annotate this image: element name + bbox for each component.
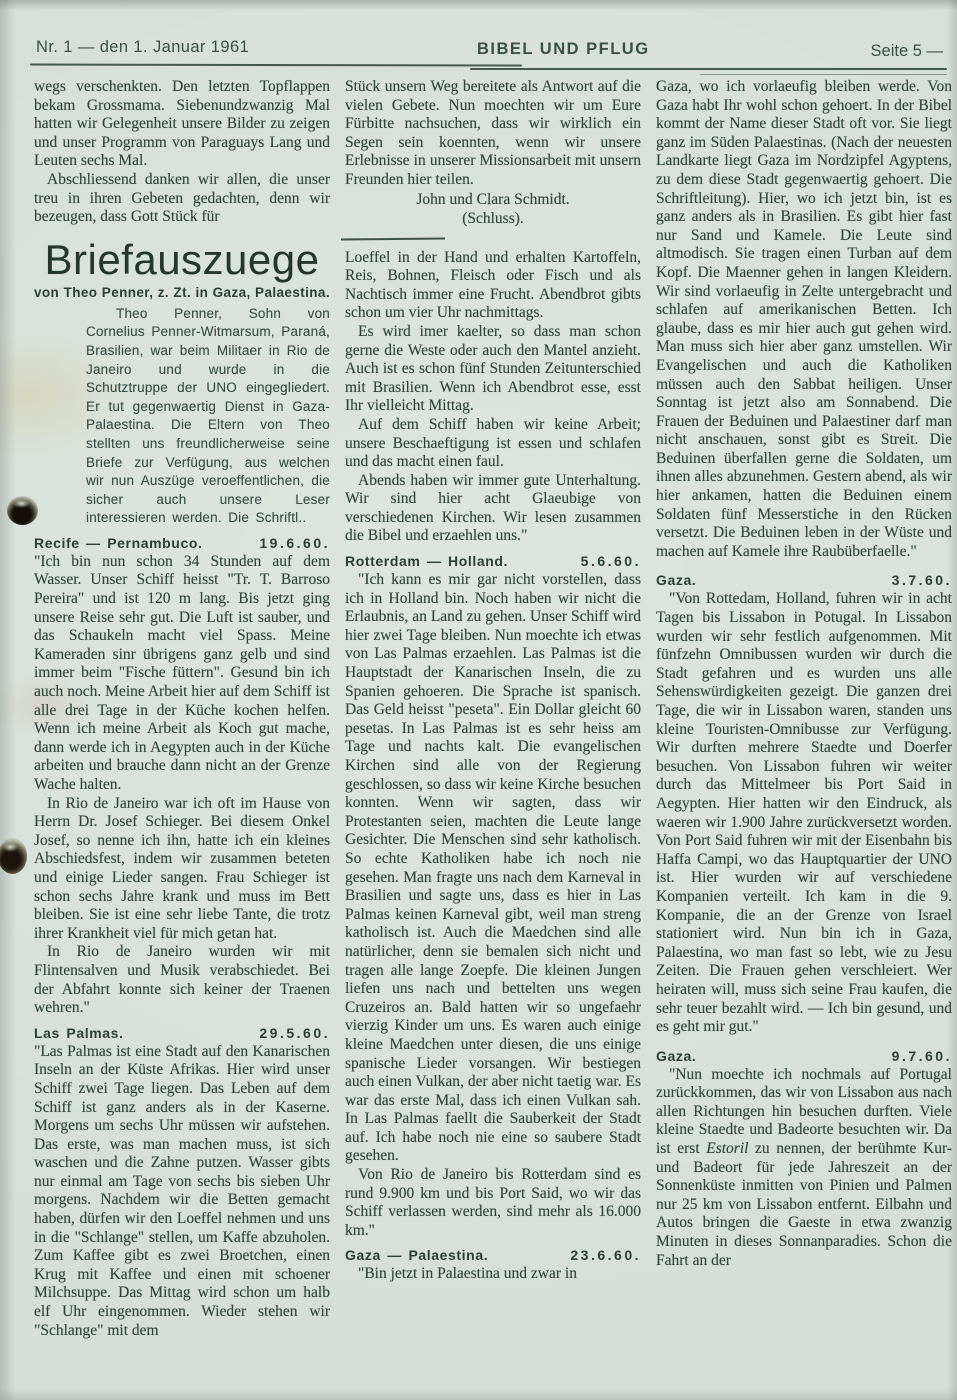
letter-paragraph: "Von Rottedam, Holland, fuhren wir in acht Tagen bis Lissabon in Potugal. In Lissabon wurden wir sehr festlich aufgenommen. Mit fünfzehn Omnibussen wurden wir durch die Stadt gefahren und es wurden uns alle Sehenswürdigkeiten gezeigt. Die ganzen drei Tage, die wir in Lissabon waren, standen uns kleine Touristen-Omnibusse zur Verfügung. Wir durften mehrere Staedte und Doerfer besuchen. Von Lissabon fuhren wir weiter durch das Mittelmeer bis Port Said in Aegypten. Hier hatten wir den Eindruck, als waeren wir 1.900 Jahre zurückversetzt worden. Von Port Said fuhren wir mit der Eisenbahn bis Haffa Campi, wo das Hauptquartier der UNO ist. Hier wurden wir auf verschiedene Kompanien verteilt. Ich kam in die 9. Kompanie, die an der Grenze von Israel stationiert wird. Nun bin ich in Gaza, Palaestina, wo man fast so lebt, wie zu Jesu Zeiten. Die Frauen gehen verschleiert. Wer heiraten will, muss sich seine Frau kaufen, die sehr teuer bezahlt wird. — Ich bin gesund, und es geht mir gut.": [656, 590, 952, 1036]
letter-text-after-emphasis: zu nennen, der berühmte Kur- und Badeort für jede Jahreszeit an der Sonnenküste inmitten von Pinien und Palmen nur 25 km von Lissabon entfernt. Eilbahn und Autos bringen die Gaeste in etwa zwanzig Minuten in dieses Sonnanparadies. Schon die Fahrt an der: [656, 1140, 952, 1269]
letter-paragraph: "Bin jetzt in Palaestina und zwar in: [358, 1265, 577, 1283]
schmidt-story-paragraph: Stück unsern Weg bereitete als Antwort auf die vielen Gebete. Nun moechten wir um Eure Fürbitte nachsuchen, dass wir wirklich ein Segen sein koennten, wenn wir unsere Erlebnisse in unserer Missionsarbeit mit unsern Freunden hier teilen.: [345, 78, 641, 188]
letter-paragraph: [656, 1066, 952, 1271]
article-headline: Briefauszuege: [44, 235, 320, 283]
letter-date: 9.7.60.: [891, 1047, 952, 1064]
schmidt-story-paragraph: wegs verschenkten. Den letzten Topflappen bekam Grossmama. Siebenundzwanzig Mal hatten wir Gelegenheit unsere Bilder zu zeigen und unser Programm von Paraguays Lang und Leuten sechs Mal.: [34, 78, 330, 170]
letter-paragraph: Gaza, wo ich vorlaeufig bleiben werde. Von Gaza habt Ihr wohl schon gehoert. In der Bibel kommt der Name dieser Stadt oft vor. Sie liegt ganz im Süden Palaestinas. (Nach der neuesten Landkarte liegt Gaza im Nordzipfel Agyptens, zu dem diese Stadt gegenwaertig gehoert. Die Schriftleitung). Hier, wo ich jetzt bin, ist es ganz anders als in Brasilien. Es gibt hier fast nur Sand und Kamele. Die Leute sind altmodisch. Sie tragen einen Turban auf dem Kopf. Die Maenner gehen in langen Kleidern. Wir sind vorlaeufig in Zelte untergebracht und schlafen auf amerikanischen Betten. Ich glaube, dass es mir hier auch gut gehen wird. Man muss sich hier aber ganz umstellen. Wir Evangelischen und auch die Katholiken müssen auch den Sabbat heiligen. Unser Sonntag ist jetzt also am Sonnabend. Die Frauen der Beduinen und Palaestiner darf man nicht anschauen, sonst gibt es Streit. Die Beduinen überfallen gerne die Soldaten, um ihnen alles abzunehmen. Gestern abend, als wir hier ankamen, hatten die Beduinen einem Soldaten fünf Messerstiche in den Rücken versetzt. Die Beduinen leben in der Wüste und machen auf Kamele ihre Raubüberfaelle.": [656, 78, 952, 560]
letter-paragraph: "Las Palmas ist eine Stadt auf den Kanarischen Inseln an der Küste Afrikas. Hier wird unser Schiff zwei Tage liegen. Das Leben auf dem Schiff ist ganz anders als in der Kaserne. Morgens um sechs Uhr müssen wir aufstehen. Das erste, was man machen muss, ist sich waschen und die Zahne putzen. Wasser gibts nur einmal am Tage von sechs bis sieben Uhr morgens. Nachdem wir die Betten gemacht haben, dürfen wir den Loeffel nehmen und uns in die "Schlange" stellen, um Kaffe abzuholen. Zum Kaffee gibt es zwei Broetchen, einen Krug mit Kaffee und einen mit schoener Milchsuppe. Das Mittag wird schon um halb elf Uhr eingenommen. Wieder stehen wir "Schlange" mit dem: [34, 1042, 330, 1339]
letter-paragraph: Auf dem Schiff haben wir keine Arbeit; unsere Beschaeftigung ist essen und schlafen und das macht einen faul.: [345, 415, 641, 471]
letter-paragraph: Es wird imer kaelter, so dass man schon gerne die Weste oder auch den Mantel anzieht. Auch ist es schon fünf Stunden Zeitunterschied mit Brasilien. Wenn ich Abendbrot esse, esst Ihr vielleicht Mittag.: [345, 322, 641, 415]
header-rule-left: [30, 63, 522, 66]
letter-place: Las Palmas.: [34, 1024, 124, 1041]
letter-date: 23.6.60.: [570, 1247, 641, 1264]
issue-line: Nr. 1 — den 1. Januar 1961: [36, 38, 250, 56]
letter-paragraph: "Ich kann es mir gar nicht vorstellen, dass ich in Holland bin. Noch haben wir nicht die Erlaubnis, an Land zu gehen. Unser Schiff wird hier zwei Tage bleiben. Nun moechte ich etwas von Las Palmas erzaehlen. Las Palmas ist die Hauptstadt der Kanarischen Inseln, die zu Spanien gehoeren. Die Sprache ist spanisch. Das Geld heisst "peseta". Ein Dollar gleicht 60 pesetas. In Las Palmas ist es sehr heiss am Tage und nachts kalt. Die evangelischen Kirchen sind alle von der Regierung geschlossen, so dass wir keine Kirche besuchen konnten. Wenn wir sagten, dass wir Protestanten seien, machten die Leute lange Gesichter. Die Menschen sind sehr katholisch. So echte Katholiken habe ich noch nie gesehen. Man fragte uns nach dem Karneval in Brasilien und sagte uns, dass es hier in Las Palmas keinen Karneval gibt, weil man streng katholisch ist. Auch die Maedchen sind alle natürlicher, denn sie bemalen sich nicht und tragen alle lange Zoepfe. Die kleinen Jungen liefen uns nach und bettelten uns wegen Cruzeiros an. Bald hatten wir so ungefaehr vierzig Kinder um uns. Es waren auch einige kleine Maedchen unter diesen, die uns einige spanische Lieder vorsangen. Wir bestiegen auch einen Vulkan, der aber nicht taetig war. Es war das erste Mal, dass ich einen Vulkan sah. In Las Palmas faellt die Sauberkeit der Stadt auf. Ich habe noch nie eine so saubere Stadt gesehen.: [345, 571, 641, 1165]
letter-date: 29.5.60.: [259, 1024, 330, 1041]
letter-heading-gaza-palaestina: [345, 1247, 641, 1263]
story-signature: John und Clara Schmidt.: [416, 190, 570, 208]
letter-paragraph: Von Rio de Janeiro bis Rotterdam sind es rund 9.900 km und bis Port Said, wo wir das Schiff verlassen werden, sind mehr als 16.000 km.": [345, 1166, 641, 1239]
story-divider-rule: [341, 237, 445, 240]
letter-date: 3.7.60.: [891, 572, 952, 589]
column-1: [34, 78, 330, 1340]
letter-text-before-emphasis: "Nun moechte ich nochmals auf Portugal zurückkommen, das wir von Lissabon aus nach allen Richtungen hin besuchen durften. Viele kleine Staedte und Badeorte besuchten wir. Da ist erst: [656, 1065, 952, 1158]
page-header: [0, 34, 957, 66]
letter-date: 5.6.60.: [580, 553, 641, 570]
column-layout: [34, 78, 952, 1340]
letter-heading-las-palmas: [34, 1025, 330, 1041]
editor-intro: Theo Penner, Sohn von Cornelius Penner-Witmarsum, Paraná, Brasilien, war beim Militaer in Rio de Janeiro und wurde in die Schutztruppe der UNO eingegliedert. Er tut gegenwaertig Dienst in Gaza-Palaestina. Die Eltern von Theo stellten uns freundlicherweise seine Briefe zur Verfügung, aus welchen wir nun Auszüge veroeffentlichen, die sicher auch unsere Leser interessieren werden. Die Schriftl..: [86, 305, 330, 526]
letter-place: Gaza — Palaestina.: [345, 1247, 489, 1264]
article-byline: von Theo Penner, z. Zt. in Gaza, Palaestina.: [34, 284, 330, 300]
header-rule-shadow: [700, 74, 947, 75]
header-rule-right: [470, 68, 947, 70]
page-number: Seite 5 —: [870, 42, 943, 60]
letter-heading-gaza-3: [656, 1048, 952, 1064]
letter-paragraph: In Rio de Janeiro war ich oft im Hause von Herrn Dr. Josef Schieger. Bei diesem Onkel Josef, so nenne ich ihn, hatte ich ein kleines Abschiedsfest, indem wir zusammen beteten und einige Lieder sangen. Frau Schieger ist schon sechs Jahre krank und muss im Bett bleiben. Sie ist eine sehr liebe Tante, die trotz ihrer Krankheit viel für mich getan hat.: [34, 794, 330, 942]
masthead-title: BIBEL UND PFLUG: [477, 40, 650, 58]
letter-paragraph: "Ich bin nun schon 34 Stunden auf dem Wasser. Unser Schiff heisst "Tr. T. Barroso Pereira" und ist 120 m lang. Bis jetzt ging unsere Reise sehr gut. Die Luft ist sauber, und das Schaukeln macht viel Spass. Meine Kameraden sinr übrigens ganz gelb und sind immer beim "Fische füttern". Gesund bin ich auch noch. Meine Arbeit hier auf dem Schiff ist alle drei Tage in der Küche kochen helfen. Wenn ich meine Arbeit als Koch gut mache, dann werde ich in Aegypten auch in der Küche arbeiten und brauche dann nicht an der Grenze Wache halten.: [34, 552, 330, 793]
letter-place: Gaza.: [656, 572, 697, 589]
column-3: [656, 78, 952, 1340]
story-closing: (Schluss).: [462, 209, 524, 227]
letter-place: Rotterdam — Holland.: [345, 553, 509, 570]
letter-date: 19.6.60.: [259, 534, 330, 551]
punch-hole-bottom: [0, 838, 27, 874]
letter-paragraph: In Rio de Janeiro wurden wir mit Flintensalven und Musik verabschiedet. Bei der Abfahrt konnte sich keiner der Traenen wehren.": [34, 943, 330, 1017]
letter-heading-recife: [34, 535, 330, 551]
letter-heading-rotterdam: [345, 553, 641, 569]
letter-place: Gaza.: [656, 1047, 697, 1064]
letter-paragraph: Loeffel in der Hand und erhalten Kartoffeln, Reis, Bohnen, Fleisch oder Fisch und als Nachtisch immer eine Frucht. Abendbrot gibts schon um vier Uhr nachmittags.: [345, 248, 641, 322]
letter-heading-gaza-2: [656, 572, 952, 588]
letter-text-emphasis: Estoril: [706, 1140, 749, 1158]
column-2: [345, 78, 641, 1340]
letter-paragraph: Abends haben wir immer gute Unterhaltung. Wir sind hier acht Glaeubige von verschiedenen Kirchen. Wir lesen zusammen die Bibel und erzaehlen uns.": [345, 471, 641, 545]
letter-place: Recife — Pernambuco.: [34, 534, 203, 551]
schmidt-story-paragraph: Abschliessend danken wir allen, die unser treu in ihren Gebeten gedachten, denn wir bezeugen, dass Gott Stück für: [34, 170, 330, 226]
